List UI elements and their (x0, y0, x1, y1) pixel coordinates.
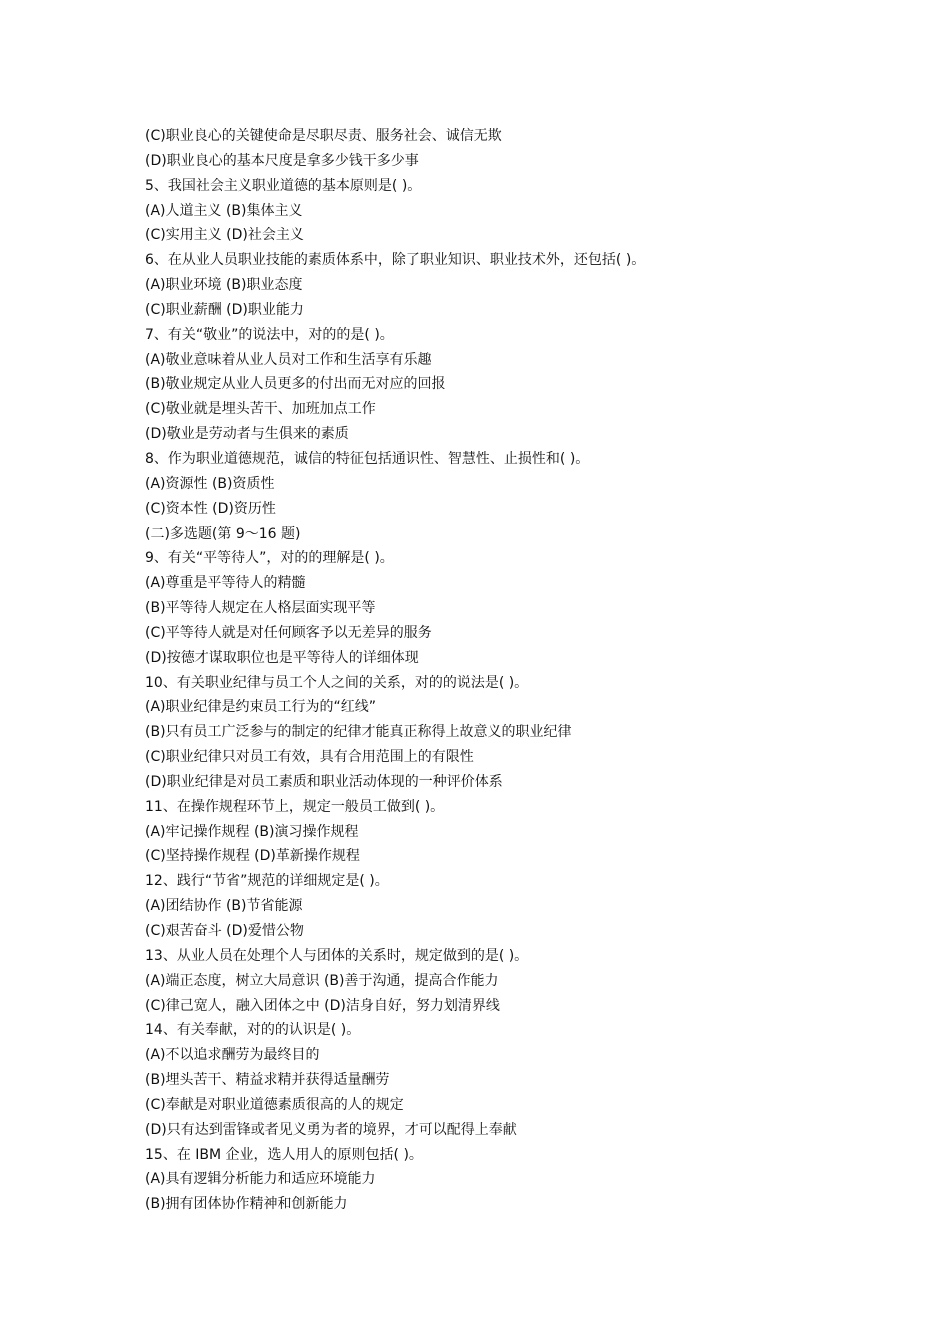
option-line: (C)资本性 (D)资历性 (145, 500, 276, 517)
question-line: 10、有关职业纪律与员工个人之间的关系，对的的说法是( )。 (145, 674, 529, 691)
option-line: (A)牢记操作规程 (B)演习操作规程 (145, 823, 359, 840)
option-line: (C)职业纪律只对员工有效，具有合用范围上的有限性 (145, 749, 474, 766)
option-line: (A)尊重是平等待人的精髓 (145, 575, 306, 592)
option-line: (A)团结协作 (B)节省能源 (145, 898, 303, 915)
section-heading: (二)多选题(第 9～16 题) (145, 525, 301, 542)
option-line: (C)职业良心的关键使命是尽职尽责、服务社会、诚信无欺 (145, 128, 502, 144)
option-line: (B)埋头苦干、精益求精并获得适量酬劳 (145, 1072, 390, 1089)
question-line: 11、在操作规程环节上，规定一般员工做到( )。 (145, 798, 445, 815)
option-line: (D)职业良心的基本尺度是拿多少钱干多少事 (145, 152, 419, 169)
question-line: 6、在从业人员职业技能的素质体系中，除了职业知识、职业技术外，还包括( )。 (145, 252, 646, 269)
question-line: 9、有关“平等待人”，对的的理解是( )。 (145, 550, 394, 567)
option-line: (D)敬业是劳动者与生俱来的素质 (145, 426, 349, 443)
question-line: 15、在 IBM 企业，选人用人的原则包括( )。 (145, 1146, 423, 1163)
option-line: (D)按德才谋取职位也是平等待人的详细体现 (145, 649, 419, 666)
question-line: 13、从业人员在处理个人与团体的关系时，规定做到的是( )。 (145, 947, 529, 964)
question-line: 8、作为职业道德规范，诚信的特征包括通识性、智慧性、止损性和( )。 (145, 450, 590, 467)
question-line: 7、有关“敬业”的说法中，对的的是( )。 (145, 326, 394, 343)
option-line: (B)拥有团体协作精神和创新能力 (145, 1196, 348, 1213)
document-body (145, 124, 865, 1217)
question-line: 12、践行“节省”规范的详细规定是( )。 (145, 873, 389, 890)
option-line: (A)端正态度，树立大局意识 (B)善于沟通，提高合作能力 (145, 972, 499, 989)
option-line: (C)律己宽人，融入团体之中 (D)洁身自好，努力划清界线 (145, 997, 500, 1014)
option-line: (C)奉献是对职业道德素质很高的人的规定 (145, 1096, 404, 1113)
option-line: (A)人道主义 (B)集体主义 (145, 202, 303, 219)
option-line: (C)平等待人就是对任何顾客予以无差异的服务 (145, 624, 432, 641)
option-line: (A)不以追求酬劳为最终目的 (145, 1047, 320, 1064)
option-line: (A)职业环境 (B)职业态度 (145, 277, 303, 294)
option-line: (D)职业纪律是对员工素质和职业活动体现的一种评价体系 (145, 773, 503, 790)
option-line: (C)实用主义 (D)社会主义 (145, 227, 304, 244)
option-line: (A)具有逻辑分析能力和适应环境能力 (145, 1171, 376, 1188)
option-line: (B)平等待人规定在人格层面实现平等 (145, 600, 376, 617)
option-line: (D)只有达到雷锋或者见义勇为者的境界，才可以配得上奉献 (145, 1121, 517, 1138)
question-line: 14、有关奉献，对的的认识是( )。 (145, 1022, 361, 1039)
option-line: (C)坚持操作规程 (D)革新操作规程 (145, 848, 360, 865)
option-line: (C)敬业就是埋头苦干、加班加点工作 (145, 401, 376, 418)
option-line: (A)职业纪律是约束员工行为的“红线” (145, 699, 377, 716)
option-line: (C)艰苦奋斗 (D)爱惜公物 (145, 923, 304, 939)
option-line: (A)敬业意味着从业人员对工作和生活享有乐趣 (145, 351, 432, 368)
option-line: (A)资源性 (B)资质性 (145, 475, 275, 492)
option-line: (C)职业薪酬 (D)职业能力 (145, 301, 304, 318)
option-line: (B)只有员工广泛参与的制定的纪律才能真正称得上故意义的职业纪律 (145, 724, 572, 741)
option-line: (B)敬业规定从业人员更多的付出而无对应的回报 (145, 376, 446, 393)
question-line: 5、我国社会主义职业道德的基本原则是( )。 (145, 177, 422, 194)
